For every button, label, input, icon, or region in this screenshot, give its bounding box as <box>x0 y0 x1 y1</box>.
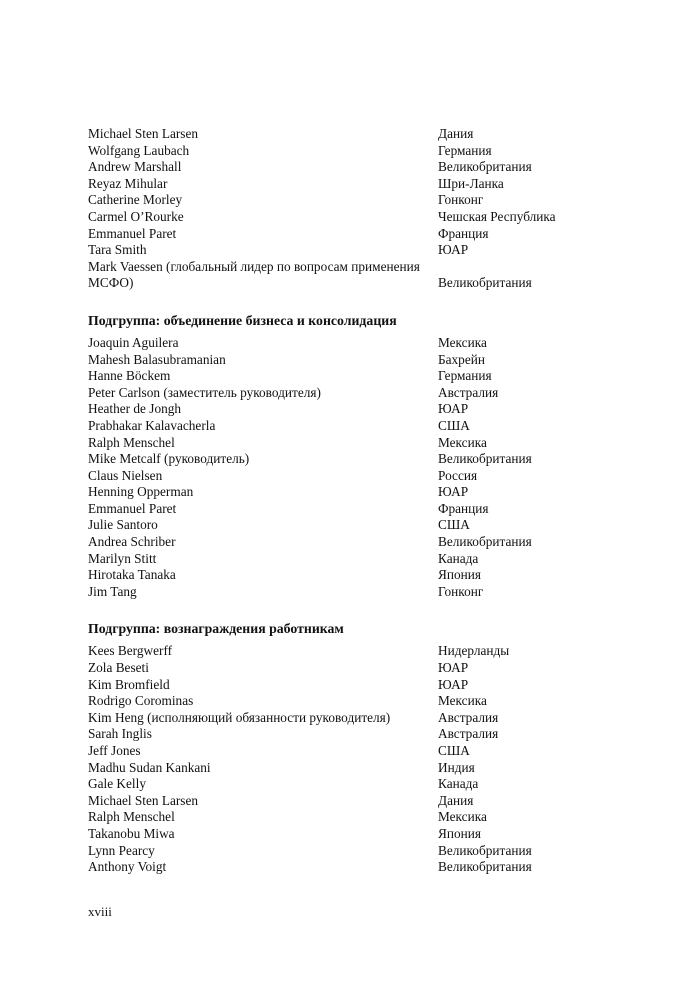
list-item <box>88 551 648 568</box>
list-item <box>88 143 648 160</box>
member-name: Mark Vaessen (глобальный лидер по вопросам применения МСФО) <box>88 258 420 291</box>
member-country: Мексика <box>438 434 487 450</box>
list-item <box>88 451 648 468</box>
list-item <box>88 385 648 402</box>
member-country: Австралия <box>438 709 499 725</box>
member-country: Мексика <box>438 809 487 825</box>
member-name: Anthony Voigt <box>88 859 167 875</box>
list-item <box>88 584 648 601</box>
list-item <box>88 418 648 435</box>
member-country: Франция <box>438 500 489 516</box>
list-item <box>88 468 648 485</box>
list-item <box>88 242 648 259</box>
member-name: Hirotaka Tanaka <box>88 567 176 583</box>
member-name: Zola Beseti <box>88 660 149 676</box>
member-country: Бахрейн <box>438 351 485 367</box>
list-item <box>88 567 648 584</box>
member-country: Япония <box>438 567 481 583</box>
member-country: Германия <box>438 142 492 158</box>
section-list-employee-benefits <box>88 643 648 875</box>
member-name: Takanobu Miwa <box>88 825 175 841</box>
list-item <box>88 176 648 193</box>
list-item <box>88 859 648 876</box>
list-item <box>88 793 648 810</box>
member-name: Lynn Pearcy <box>88 842 155 858</box>
section-list-business-combinations <box>88 335 648 601</box>
section-heading-employee-benefits: Подгруппа: вознаграждения работникам <box>88 621 344 637</box>
member-name: Claus Nielsen <box>88 467 163 483</box>
list-item <box>88 826 648 843</box>
list-item <box>88 226 648 243</box>
member-name: Emmanuel Paret <box>88 225 177 241</box>
member-country: Австралия <box>438 726 499 742</box>
member-country: ЮАР <box>438 676 469 692</box>
member-name: Jim Tang <box>88 583 137 599</box>
member-name: Sarah Inglis <box>88 726 152 742</box>
member-name: Peter Carlson (заместитель руководителя) <box>88 384 321 400</box>
list-item <box>88 677 648 694</box>
member-country: ЮАР <box>438 401 469 417</box>
list-item <box>88 335 648 352</box>
list-item <box>88 484 648 501</box>
member-country: США <box>438 743 470 758</box>
list-item <box>88 693 648 710</box>
list-item <box>88 760 648 777</box>
member-country: Шри-Ланка <box>438 175 504 191</box>
section-heading-business-combinations: Подгруппа: объединение бизнеса и консолидация <box>88 312 397 328</box>
section-spacer <box>88 600 648 620</box>
list-item <box>88 643 648 660</box>
list-item <box>88 660 648 677</box>
member-name: Jeff Jones <box>88 743 141 758</box>
list-item <box>88 368 648 385</box>
member-country: Великобритания <box>438 534 532 550</box>
member-country: Франция <box>438 225 489 241</box>
member-country: Дания <box>438 126 474 141</box>
member-name: Tara Smith <box>88 242 147 258</box>
member-name: Kim Heng (исполняющий обязанности руководителя) <box>88 709 391 725</box>
member-name: Michael Sten Larsen <box>88 792 199 808</box>
list-item <box>88 743 648 760</box>
member-country: Германия <box>438 368 492 384</box>
member-country: Дания <box>438 792 474 808</box>
member-country: Чешская Республика <box>438 208 556 224</box>
member-country: Гонконг <box>438 192 484 208</box>
member-country: Гонконг <box>438 583 484 599</box>
member-country: Нидерланды <box>438 643 510 659</box>
member-name: Kim Bromfield <box>88 676 170 692</box>
member-country: Россия <box>438 467 478 483</box>
member-country: Австралия <box>438 384 499 400</box>
member-country: Мексика <box>438 693 487 709</box>
member-country: Канада <box>438 776 479 792</box>
page-number: xviii <box>88 904 112 919</box>
list-item <box>88 517 648 534</box>
member-country: Великобритания <box>438 275 532 291</box>
member-name: Ralph Menschel <box>88 809 175 825</box>
list-item <box>88 126 648 143</box>
member-name: Rodrigo Corominas <box>88 693 194 709</box>
list-item <box>88 726 648 743</box>
member-name: Ralph Menschel <box>88 434 175 450</box>
member-name: Madhu Sudan Kankani <box>88 759 211 775</box>
member-name: Andrew Marshall <box>88 159 182 175</box>
list-item <box>88 401 648 418</box>
member-country: США <box>438 417 470 433</box>
member-name: Andrea Schriber <box>88 534 176 550</box>
list-item <box>88 501 648 518</box>
member-name: Mike Metcalf (руководитель) <box>88 451 250 467</box>
member-country: ЮАР <box>438 242 469 258</box>
member-name: Marilyn Stitt <box>88 550 157 566</box>
section-spacer <box>88 292 648 312</box>
list-item <box>88 209 648 226</box>
member-country: США <box>438 517 470 533</box>
list-item <box>88 159 648 176</box>
page-body <box>88 126 648 876</box>
member-country: Великобритания <box>438 451 532 467</box>
member-name: Gale Kelly <box>88 776 146 792</box>
intro-list <box>88 126 648 292</box>
member-name: Reyaz Mihular <box>88 175 168 191</box>
member-country: Мексика <box>438 334 487 350</box>
member-name: Catherine Morley <box>88 192 183 208</box>
member-name: Hanne Böckem <box>88 368 171 384</box>
member-name: Carmel O’Rourke <box>88 208 184 224</box>
list-item <box>88 776 648 793</box>
list-item <box>88 843 648 860</box>
member-name: Heather de Jongh <box>88 401 182 417</box>
member-country: Великобритания <box>438 859 532 875</box>
member-country: ЮАР <box>438 660 469 676</box>
member-name: Emmanuel Paret <box>88 500 177 516</box>
member-country: Канада <box>438 550 479 566</box>
member-country: Великобритания <box>438 159 532 175</box>
list-item <box>88 352 648 369</box>
list-item <box>88 259 648 292</box>
member-name: Wolfgang Laubach <box>88 142 190 158</box>
list-item <box>88 435 648 452</box>
list-item <box>88 809 648 826</box>
member-name: Julie Santoro <box>88 517 158 533</box>
list-item <box>88 192 648 209</box>
member-name: Henning Opperman <box>88 484 194 500</box>
member-country: Индия <box>438 759 475 775</box>
member-country: ЮАР <box>438 484 469 500</box>
member-name: Kees Bergwerff <box>88 643 173 659</box>
member-name: Michael Sten Larsen <box>88 126 199 141</box>
member-name: Mahesh Balasubramanian <box>88 351 226 367</box>
member-name: Joaquin Aguilera <box>88 334 179 350</box>
member-country: Япония <box>438 825 481 841</box>
member-country: Великобритания <box>438 842 532 858</box>
member-name: Prabhakar Kalavacherla <box>88 417 216 433</box>
list-item <box>88 534 648 551</box>
list-item <box>88 710 648 727</box>
